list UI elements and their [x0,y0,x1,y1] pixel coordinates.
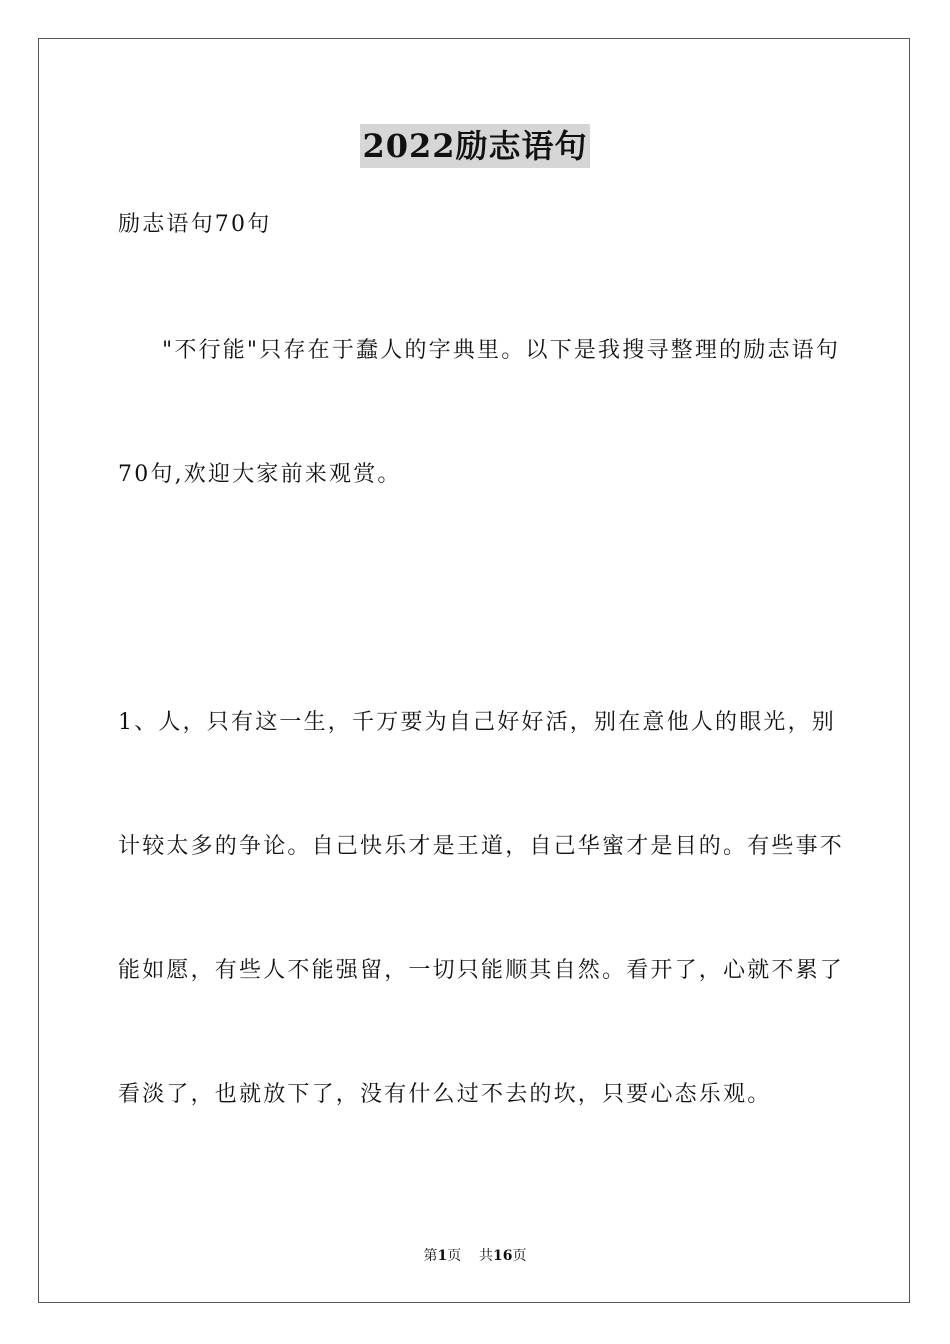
footer-total-prefix: 共 [479,1248,494,1264]
item1-line-2: 计较太多的争论。自己快乐才是王道，自己华蜜才是目的。有些事不 [118,834,845,859]
item1-line-3: 能如愿，有些人不能强留，一切只能顺其自然。看开了，心就不累了 [118,958,845,983]
footer-total-suffix: 页 [512,1248,527,1264]
footer-page-number: 1 [437,1248,448,1264]
intro-line-2: 70句,欢迎大家前来观赏。 [118,462,402,487]
footer-page-suffix: 页 [447,1248,462,1264]
intro-line-1: "不行能"只存在于蠢人的字典里。以下是我搜寻整理的励志语句 [162,338,841,363]
title-container [0,124,950,168]
footer-total-pages: 16 [493,1248,513,1264]
document-title: 2022励志语句 [360,124,589,168]
item1-line-1: 1、人，只有这一生，千万要为自己好好活，别在意他人的眼光，别 [118,710,836,735]
document-subtitle: 励志语句70句 [118,212,272,237]
page-footer [0,1246,950,1266]
footer-page-prefix: 第 [423,1248,438,1264]
item1-line-4: 看淡了，也就放下了，没有什么过不去的坎，只要心态乐观。 [118,1082,772,1107]
